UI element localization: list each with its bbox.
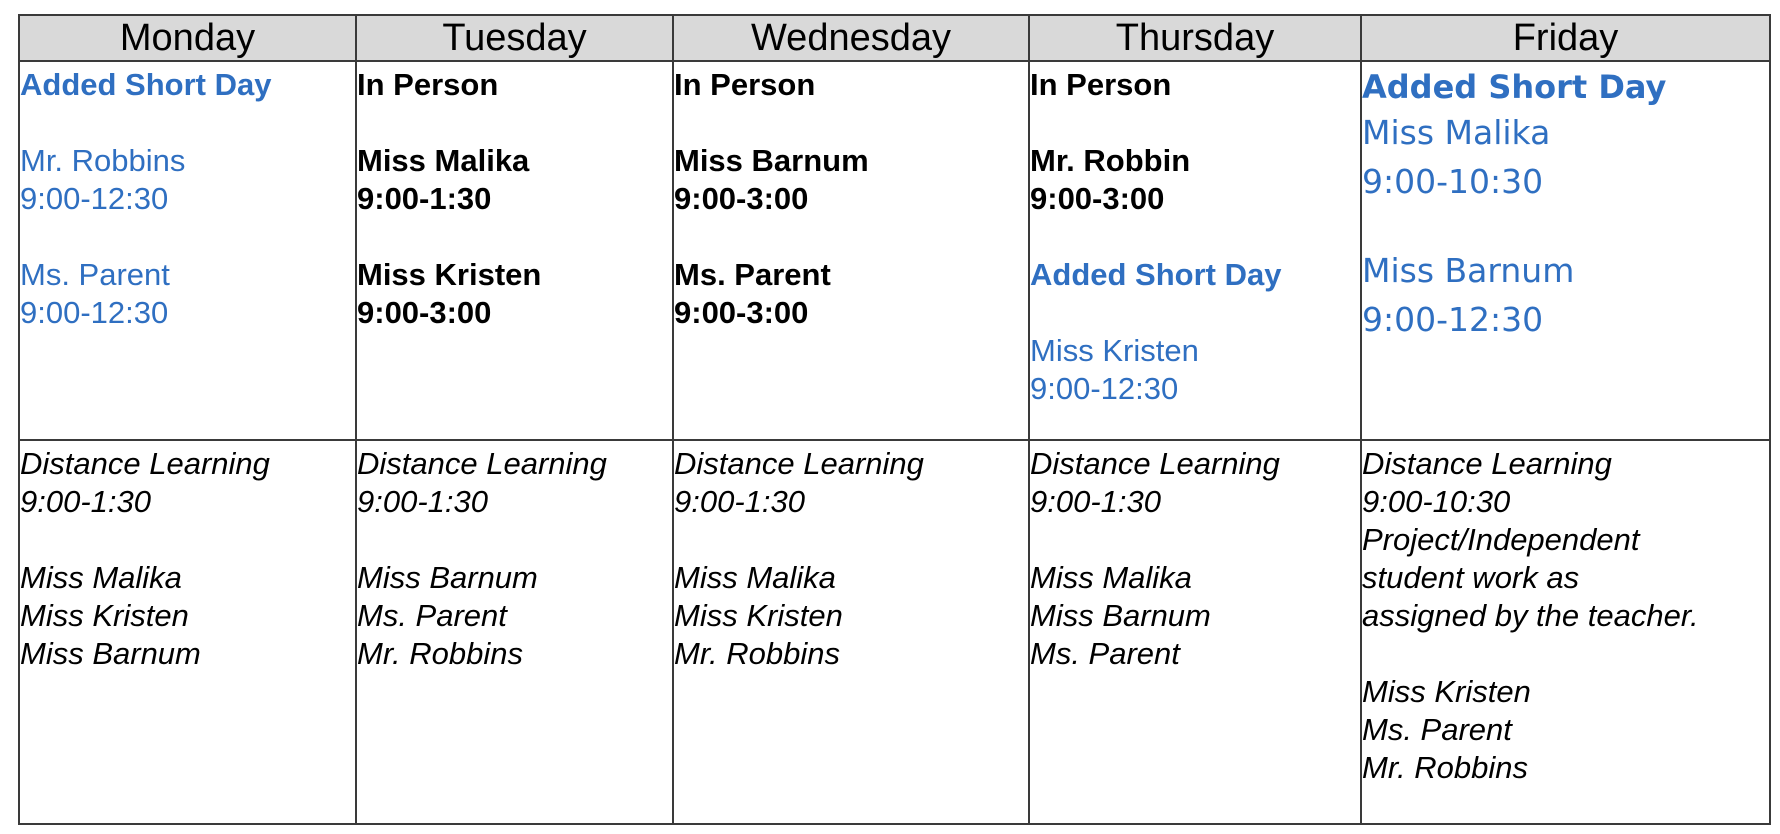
cell-heading: In Person [674, 67, 816, 102]
teacher-time: 9:00-12:30 [20, 181, 169, 216]
thursday-in-person-cell [1029, 61, 1361, 440]
teacher-name: Ms. Parent [20, 257, 170, 292]
distance-title: Distance Learning [20, 446, 270, 481]
distance-teacher: Miss Barnum [1030, 598, 1211, 633]
in-person-row [19, 61, 1770, 440]
cell-heading: Added Short Day [1362, 68, 1667, 106]
monday-in-person-cell [19, 61, 356, 440]
distance-teacher: Ms. Parent [357, 598, 507, 633]
distance-teacher: Miss Malika [20, 560, 182, 595]
distance-teacher: Miss Malika [1030, 560, 1192, 595]
teacher-time: 9:00-12:30 [20, 295, 169, 330]
weekly-schedule-table [18, 14, 1771, 825]
tuesday-distance-cell [356, 440, 673, 824]
distance-teacher: Mr. Robbins [357, 636, 523, 671]
distance-time: 9:00-1:30 [357, 484, 488, 519]
teacher-name: Mr. Robbin [1030, 143, 1191, 178]
distance-note-line: assigned by the teacher. [1362, 598, 1699, 633]
distance-teacher: Mr. Robbins [674, 636, 840, 671]
day-header-thursday: Thursday [1029, 15, 1361, 61]
distance-teacher: Miss Barnum [20, 636, 201, 671]
distance-time: 9:00-1:30 [674, 484, 805, 519]
cell-heading: Added Short Day [20, 67, 272, 102]
cell-heading: In Person [357, 67, 499, 102]
distance-teacher: Miss Malika [674, 560, 836, 595]
teacher-time: 9:00-3:00 [357, 295, 492, 330]
tuesday-in-person-cell [356, 61, 673, 440]
distance-title: Distance Learning [1362, 446, 1612, 481]
day-header-wednesday: Wednesday [673, 15, 1029, 61]
distance-teacher: Mr. Robbins [1362, 750, 1528, 785]
distance-learning-row [19, 440, 1770, 824]
day-header-tuesday: Tuesday [356, 15, 673, 61]
teacher-name: Ms. Parent [674, 257, 831, 292]
cell-extra-heading: Added Short Day [1030, 257, 1282, 292]
teacher-name: Miss Barnum [674, 143, 869, 178]
distance-teacher: Miss Kristen [20, 598, 189, 633]
teacher-time: 9:00-3:00 [1030, 181, 1165, 216]
day-header-monday: Monday [19, 15, 356, 61]
cell-heading: In Person [1030, 67, 1172, 102]
distance-teacher: Ms. Parent [1362, 712, 1512, 747]
friday-distance-cell [1361, 440, 1770, 824]
day-header-friday: Friday [1361, 15, 1770, 61]
teacher-name: Miss Malika [1362, 113, 1551, 152]
teacher-time: 9:00-10:30 [1362, 162, 1544, 201]
distance-teacher: Ms. Parent [1030, 636, 1180, 671]
monday-distance-cell [19, 440, 356, 824]
wednesday-in-person-cell [673, 61, 1029, 440]
teacher-name: Miss Malika [357, 143, 530, 178]
distance-title: Distance Learning [1030, 446, 1280, 481]
friday-in-person-cell [1361, 61, 1770, 440]
distance-title: Distance Learning [357, 446, 607, 481]
distance-title: Distance Learning [674, 446, 924, 481]
teacher-name: Mr. Robbins [20, 143, 186, 178]
teacher-time: 9:00-12:30 [1030, 371, 1179, 406]
teacher-time: 9:00-1:30 [357, 181, 492, 216]
teacher-name: Miss Barnum [1362, 251, 1575, 290]
header-row [19, 15, 1770, 61]
thursday-distance-cell [1029, 440, 1361, 824]
distance-time: 9:00-1:30 [20, 484, 151, 519]
teacher-time: 9:00-3:00 [674, 295, 809, 330]
distance-time: 9:00-10:30 [1362, 484, 1511, 519]
distance-teacher: Miss Kristen [1362, 674, 1531, 709]
wednesday-distance-cell [673, 440, 1029, 824]
teacher-time: 9:00-3:00 [674, 181, 809, 216]
teacher-time: 9:00-12:30 [1362, 300, 1544, 339]
distance-teacher: Miss Kristen [674, 598, 843, 633]
distance-time: 9:00-1:30 [1030, 484, 1161, 519]
teacher-name: Miss Kristen [1030, 333, 1199, 368]
distance-teacher: Miss Barnum [357, 560, 538, 595]
distance-note-line: student work as [1362, 560, 1580, 595]
distance-note-line: Project/Independent [1362, 522, 1640, 557]
teacher-name: Miss Kristen [357, 257, 542, 292]
